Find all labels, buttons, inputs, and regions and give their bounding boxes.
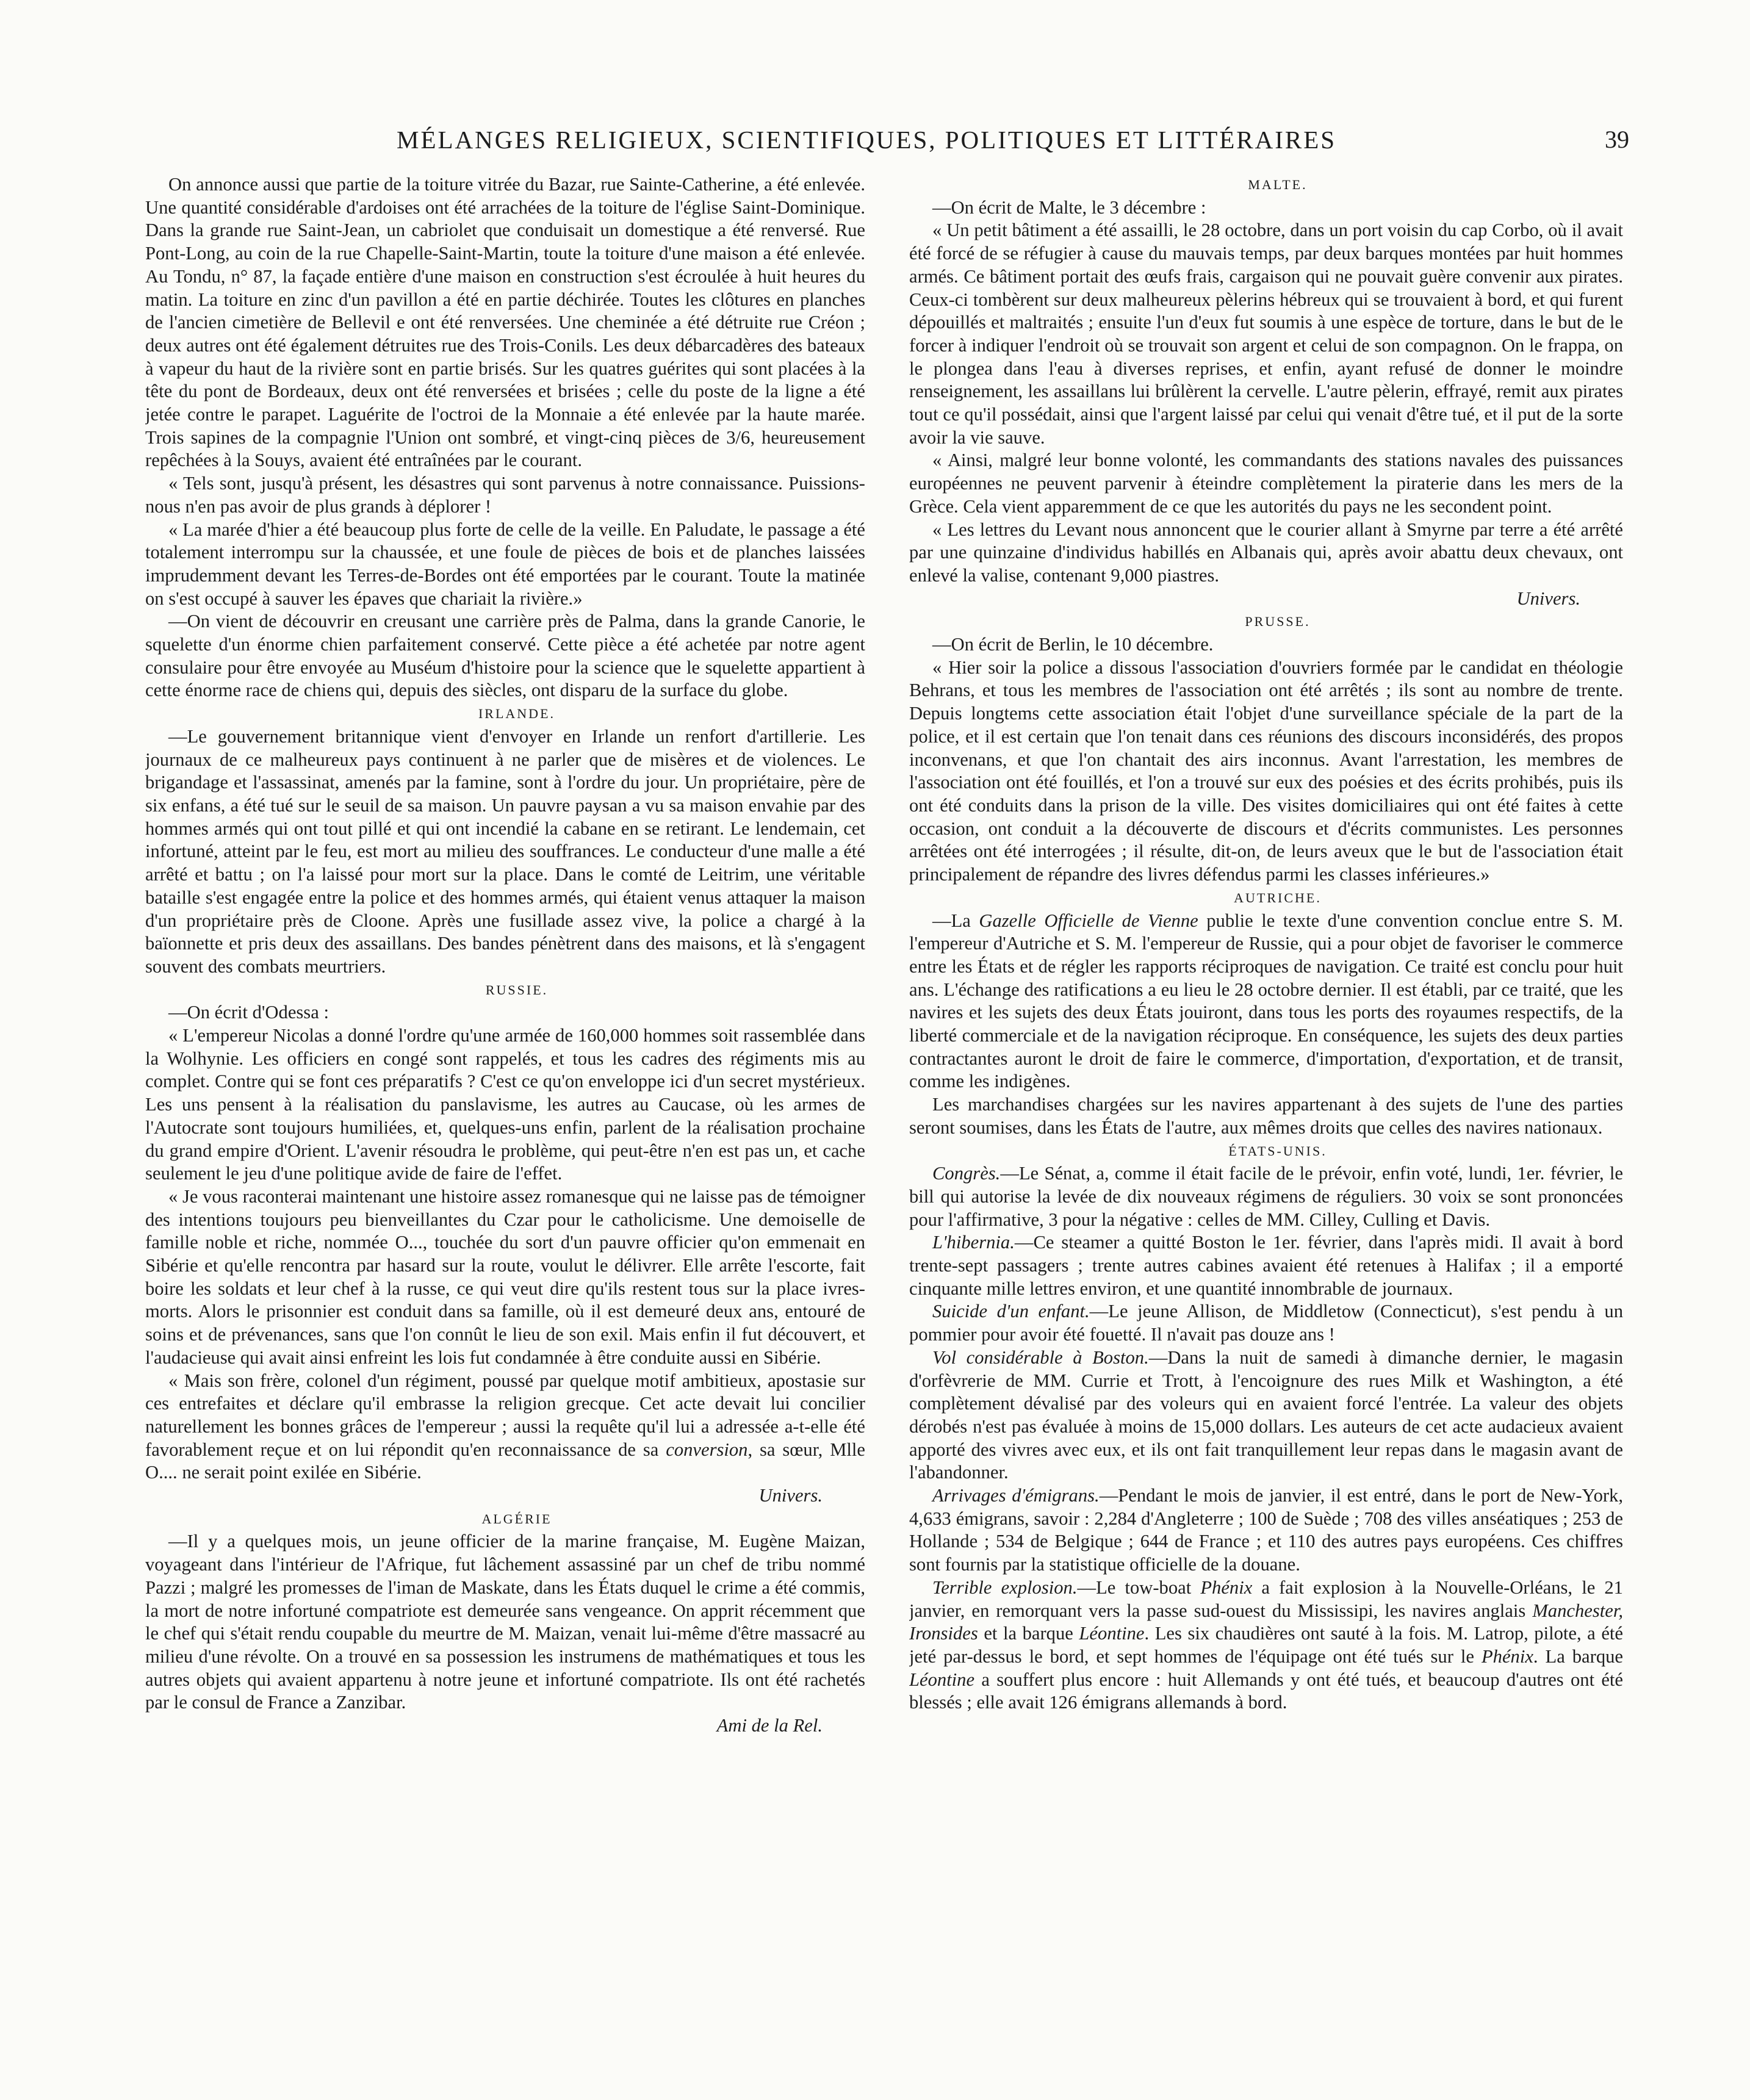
text: « Mais son frère, colonel d'un régiment, poussé par quelque motif ambitieux, apostasie sur ces entrefaites et déclare qu'il embrasse la religion grecque. Cet acte devait lui concilier naturellement les bonnes grâces de l'empereur ; aussi la requête qu'il lui a adressée a-t-elle été favorablement reçue et on lui répondit qu'en reconnaissance de sa [145, 1370, 865, 1460]
text: . La barque [1533, 1646, 1623, 1667]
italic-lead: L'hibernia. [932, 1232, 1015, 1253]
paragraph [909, 1484, 1623, 1577]
italic-text: conversion [666, 1439, 748, 1460]
italic-text: Phénix [1200, 1577, 1253, 1598]
italic-text: Manchester, Ironsides [909, 1600, 1623, 1644]
paragraph: —Il y a quelques mois, un jeune officier de la marine française, M. Eugène Maizan, voyageant dans l'intérieur de l'Afrique, fut lâchement assassiné par un chef de tribu nommé Pazzi ; malgré les promesses de l'iman de Maskate, dans les États duquel le crime a été commis, la mort de notre infortuné compatriote est demeurée sans vengeance. On apprit récemment que le chef qui s'était rendu coupable du meurtre de M. Maizan, venait lui-même d'être massacré au milieu d'une révolte. On a trouvé en sa possession les instrumens de mathématiques et tous les autres objets qui avaient appartenu à notre jeune et infortuné compatriote. Ils ont été rachetés par le consul de France a Zanzibar. [145, 1531, 865, 1713]
italic-text: Léontine [909, 1669, 975, 1690]
italic-lead: Suicide d'un enfant. [932, 1301, 1090, 1322]
text: . Les six chaudières ont sauté à la fois. M. Latrop, pilote, a été jeté par-dessus le bord, et sept hommes de l'équipage ont été tués sur le [909, 1623, 1623, 1667]
text: —Pendant le mois de janvier, il est entré, dans le port de New-York, 4,633 émigrans, savoir : 2,284 d'Angleterre ; 100 de Suède ; 708 des villes anséatiques ; 253 de Hollande ; 534 de Belgique ; 644 de France ; et 110 des autres pays européens. Ces chiffres sont fournis par la statistique officielle de la douane. [909, 1485, 1623, 1575]
paragraph [909, 1347, 1623, 1484]
paragraph: « L'empereur Nicolas a donné l'ordre qu'une armée de 160,000 hommes soit rassemblée dans la Wolhynie. Les officiers en congé sont rappelés, et tous les cadres des régiments mis au complet. Contre qui se font ces préparatifs ? C'est ce qu'on enveloppe ici d'un secret mystérieux. Les uns pensent à la réalisation du panslavisme, les autres au Caucase, où les armes de l'Autocrate sont toujours humiliées, et, quelques-uns enfin, parlent de la réalisation prochaine du grand empire d'Orient. L'avenir résoudra le problème, qui peut-être n'en est pas un, et cache seulement le jeu d'une politique avide de faire de l'effet. [145, 1025, 865, 1184]
italic-lead: Congrès. [932, 1163, 1001, 1184]
text: et la barque [978, 1623, 1079, 1644]
text: , sa sœur, Mlle O.... ne serait point exilée en Sibérie. [145, 1439, 865, 1483]
paragraph [909, 910, 1623, 1094]
text: a fait explosion à la Nouvelle-Orléans, le 21 janvier, en remorquant vers la passe sud-ouest du Mississipi, les navires anglais [909, 1577, 1623, 1621]
paragraph: « Tels sont, jusqu'à présent, les désastres qui sont parvenus à notre connaissance. Puissions-nous n'en pas avoir de plus grands à déplorer ! [145, 473, 865, 517]
paragraph: —Le gouvernement britannique vient d'envoyer en Irlande un renfort d'artillerie. Les journaux de ce malheureux pays continuent à ne parler que de misères et de violences. Le brigandage et l'assassinat, amenés par la famine, sont à l'ordre du jour. Un propriétaire, père de six enfans, a été tué sur le seuil de sa maison. Un pauvre paysan a vu sa maison envahie par des hommes armés qui ont tout pillé et qui ont incendié la cabane en se retirant. Le lendemain, cet infortuné, atteint par le feu, est mort au milieu des souffrances. Le conducteur d'une malle a été arrêté et battu ; on l'a laissé pour mort sur la place. Dans le comté de Leitrim, une véritable bataille s'est engagée entre la police et des hommes armés, qui étaient venus attaquer la maison d'un propriétaire près de Cloone. Après une fusillade assez vive, la police a chargé à la baïonnette et pris deux des assaillans. Des bandes pénètrent dans des maisons, et là s'engagent souvent des combats meurtriers. [145, 725, 865, 977]
running-title: MÉLANGES RELIGIEUX, SCIENTIFIQUES, POLITIQUES ET LITTÉRAIRES [397, 126, 1337, 154]
section-heading-autriche: AUTRICHE. [1234, 890, 1322, 905]
italic-text: Léontine [1079, 1623, 1145, 1644]
italic-lead: Arrivages d'émigrans. [932, 1485, 1100, 1506]
paragraph [909, 1300, 1623, 1346]
italic-lead: Terrible explosion. [932, 1577, 1078, 1598]
right-column [909, 173, 1623, 2004]
paragraph [909, 1577, 1623, 1714]
paragraph: « Ainsi, malgré leur bonne volonté, les commandants des stations navales des puissances européennes ne peuvent parvenir à éteindre complètement la piraterie dans les mers de la Grèce. Cela vient apparemment de ce que les autorités du pays ne les secondent point. [909, 450, 1623, 517]
text: —La [932, 910, 979, 931]
paragraph [145, 1370, 865, 1485]
text: a souffert plus encore : huit Allemands y ont été tués, et beaucoup d'autres ont été blessés ; elle avait 126 émigrans allemands à bord. [909, 1669, 1623, 1713]
text: —Le tow-boat [1077, 1577, 1201, 1598]
paragraph: « Les lettres du Levant nous annoncent que le courier allant à Smyrne par terre a été arrêté par une quinzaine d'individus habillés en Albanais qui, après avoir abattu deux chevaux, ont enlevé la valise, contenant 9,000 piastres. [909, 519, 1623, 586]
source-credit: Ami de la Rel. [716, 1715, 823, 1736]
section-heading-malte: MALTE. [1248, 177, 1308, 192]
paragraph: « Hier soir la police a dissous l'association d'ouvriers formée par le candidat en théologie Behrans, et tous les membres de l'association ont été arrêtés ; ils sont au nombre de trente. Depuis longtems cette association était l'objet d'une surveillance spéciale de la part de la police, et il est certain que l'on tenait dans ces réunions des discours inconsidérés, des propos inconvenans, et que l'on chantait des airs inconnus. Avant l'arrestation, les membres de l'association ont été fouillés, et l'on a trouvé sur eux des poésies et des écrits prohibés, puis ils ont été conduits dans la prison de la ville. Des visites domiciliaires qui ont été faites à cette occasion, ont conduit a la découverte de discours et d'écrits communistes. Les personnes arrêtées ont été interrogées ; il résulte, dit-on, de leurs aveux que le but de l'association était principalement de répandre des livres défendus parmi les classes inférieures.» [909, 656, 1623, 885]
source-credit: Univers. [1516, 588, 1580, 609]
paragraph: —On vient de découvrir en creusant une carrière près de Palma, dans la grande Canorie, le squelette d'un énorme chien parfaitement conservé. Cette pièce a été achetée par notre agent consulaire pour être envoyée au Muséum d'histoire pour la science que le squelette appartient à cette énorme race de chiens qui, depuis des siècles, ont disparu de la surface du globe. [145, 611, 865, 701]
paragraph: —On écrit de Berlin, le 10 décembre. [932, 634, 1214, 655]
section-heading-etats-unis: ÉTATS-UNIS. [1228, 1143, 1327, 1159]
text: —Dans la nuit de samedi à dimanche dernier, le magasin d'orfèvrerie de MM. Currie et Trott, à l'encoignure des rues Milk et Washington, a été complètement dévalisé par des voleurs qui en avaient forcé l'entrée. La valeur des objets dérobés n'est pas évaluée à moins de 15,000 dollars. Les auteurs de cet acte audacieux avaient apporté des vivres avec eux, et ils ont fait tranquillement leur repas dans le magasin avant de l'abandonner. [909, 1347, 1623, 1483]
text: publie le texte d'une convention conclue entre S. M. l'empereur d'Autriche et S. M. l'empereur de Russie, qui a pour objet de favoriser le commerce entre les États et de régler les rapports réciproques de navigation. Ce traité est conclu pour huit ans. L'échange des ratifications a eu lieu le 28 octobre dernier. Il est établi, par ce traité, que les navires et les sujets des deux États jouiront, dans tous les ports des royaumes respectifs, de la liberté commerciale et de la navigation réciproque. En conséquence, les sujets des deux parties contractantes auront le droit de faire le commerce, d'importation, d'exportation, et de transit, comme les indigènes. [909, 910, 1623, 1092]
paragraph: Les marchandises chargées sur les navires appartenant à des sujets de l'une des parties seront soumises, dans les États de l'autre, aux mêmes droits que celles des navires nationaux. [909, 1094, 1623, 1138]
page-header [153, 125, 1629, 162]
source-credit: Univers. [758, 1485, 823, 1506]
text: —Ce steamer a quitté Boston le 1er. février, dans l'après midi. Il avait à bord trente-sept passagers ; trente autres cabines avaient été retenues à Halifax ; il a emporté cinquante mille lettres environ, et une quantité innombrable de journaux. [909, 1232, 1623, 1299]
page-number: 39 [1605, 126, 1629, 153]
italic-text: Gazelle Officielle de Vienne [979, 910, 1198, 931]
italic-lead: Vol considérable à Boston. [932, 1347, 1149, 1368]
left-column [145, 173, 865, 2004]
paragraph: On annonce aussi que partie de la toiture vitrée du Bazar, rue Sainte-Catherine, a été enlevée. Une quantité considérable d'ardoises ont été arrachées de la toiture de l'église Saint-Dominique. Dans la grande rue Saint-Jean, un cabriolet que conduisait un domestique a été renversé. Rue Pont-Long, au coin de la rue Chapelle-Saint-Martin, toute la toiture d'une maison a été enlevée. Au Tondu, n° 87, la façade entière d'une maison en construction s'est écroulée à huit heures du matin. La toiture en zinc d'un pavillon a été en partie déchirée. Toutes les clôtures en planches de l'ancien cimetière de Bellevil e ont été renversées. Une cheminée a été détruite rue Créon ; deux autres ont été également détruites rue des Trois-Conils. Les deux débarcadères des bateaux à vapeur du haut de la rivière sont en partie brisés. Sur les quatres guérites qui sont placées à la tête du pont de Bordeaux, deux ont été renversées et brisées ; celle du poste de la ligne a été jetée contre le parapet. Laguérite de l'octroi de la Monnaie a été enlevée par la haute marée. Trois sapines de la compagnie l'Union ont sombré, et vingt-cinq pièces de 3/6, heureusement repêchées à la Souys, avaient été entraînées par le courant. [145, 174, 865, 471]
section-heading-prusse: PRUSSE. [1245, 614, 1311, 630]
paragraph [909, 1231, 1623, 1300]
text: —Le jeune Allison, de Middletow (Connecticut), s'est pendu à un pommier pour avoir été fouetté. Il n'avait pas douze ans ! [909, 1301, 1623, 1345]
section-heading-algerie: ALGÉRIE [481, 1511, 552, 1526]
text: —Le Sénat, a, comme il était facile de le prévoir, enfin voté, lundi, 1er. février, le bill qui autorise la levée de dix nouveaux régimens de réguliers. 30 voix se sont prononcées pour l'affirmative, 3 pour la négative : celles de MM. Cilley, Culling et Davis. [909, 1163, 1623, 1230]
paragraph [909, 1162, 1623, 1231]
italic-text: Phénix [1481, 1646, 1533, 1667]
section-heading-irlande: IRLANDE. [478, 706, 556, 722]
paragraph: « Je vous raconterai maintenant une histoire assez romanesque qui ne laisse pas de témoigner des intentions toujours peu bienveillantes du Czar pour le catholicisme. Une demoiselle de famille noble et riche, nommée O..., touchée du sort d'un pauvre officier qu'on emmenait en Sibérie et qu'elle rencontra par hasard sur la route, voulut le délivrer. Elle arrête l'escorte, fait boire les soldats et leur chef à la russe, ce qui veut dire qu'ils restent tous sur la place ivres-morts. Alors le prisonnier est conduit dans sa famille, où il est demeuré deux ans, entouré de soins et de prévenances, sans que l'on connût le lieu de son exil. Mais enfin il fut découvert, et l'audacieuse qui avait ainsi enfreint les lois fut condamnée à être conduite aussi en Sibérie. [145, 1185, 865, 1368]
paragraph: « Un petit bâtiment a été assailli, le 28 octobre, dans un port voisin du cap Corbo, où il avait été forcé de se réfugier à cause du mauvais temps, par deux barques montées par huit hommes armés. Ce bâtiment portait des œufs frais, cargaison qui ne pouvait guère convenir aux pirates. Ceux-ci tombèrent sur deux malheureux pèlerins hébreux qui se trouvaient à bord, et qui furent dépouillés et maltraités ; ensuite l'un d'eux fut soumis à une espèce de torture, dans le but de le forcer à indiquer l'endroit où se trouvait son argent et celui de son compagnon. On le frappa, on le plongea dans l'eau à diverses reprises, et enfin, ayant refusé de donner le moindre renseignement, les assaillans lui brûlèrent la cervelle. L'autre pèlerin, effrayé, remit aux pirates tout ce qu'il possédait, ainsi que l'argent laissé par celui qui venait d'être tué, et il put de la sorte avoir la vie sauve. [909, 220, 1623, 448]
paragraph: —On écrit d'Odessa : [168, 1002, 329, 1023]
section-heading-russie: RUSSIE. [485, 982, 549, 998]
paragraph: « La marée d'hier a été beaucoup plus forte de celle de la veille. En Paludate, le passage a été totalement interrompu sur la chaussée, et une foule de pièces de bois et de planches laissées imprudemment devant les Terres-de-Bordes ont été emportées par le courant. Toute la matinée on s'est occupé à sauver les épaves que chariait la rivière.» [145, 519, 865, 609]
paragraph: —On écrit de Malte, le 3 décembre : [932, 196, 1206, 218]
